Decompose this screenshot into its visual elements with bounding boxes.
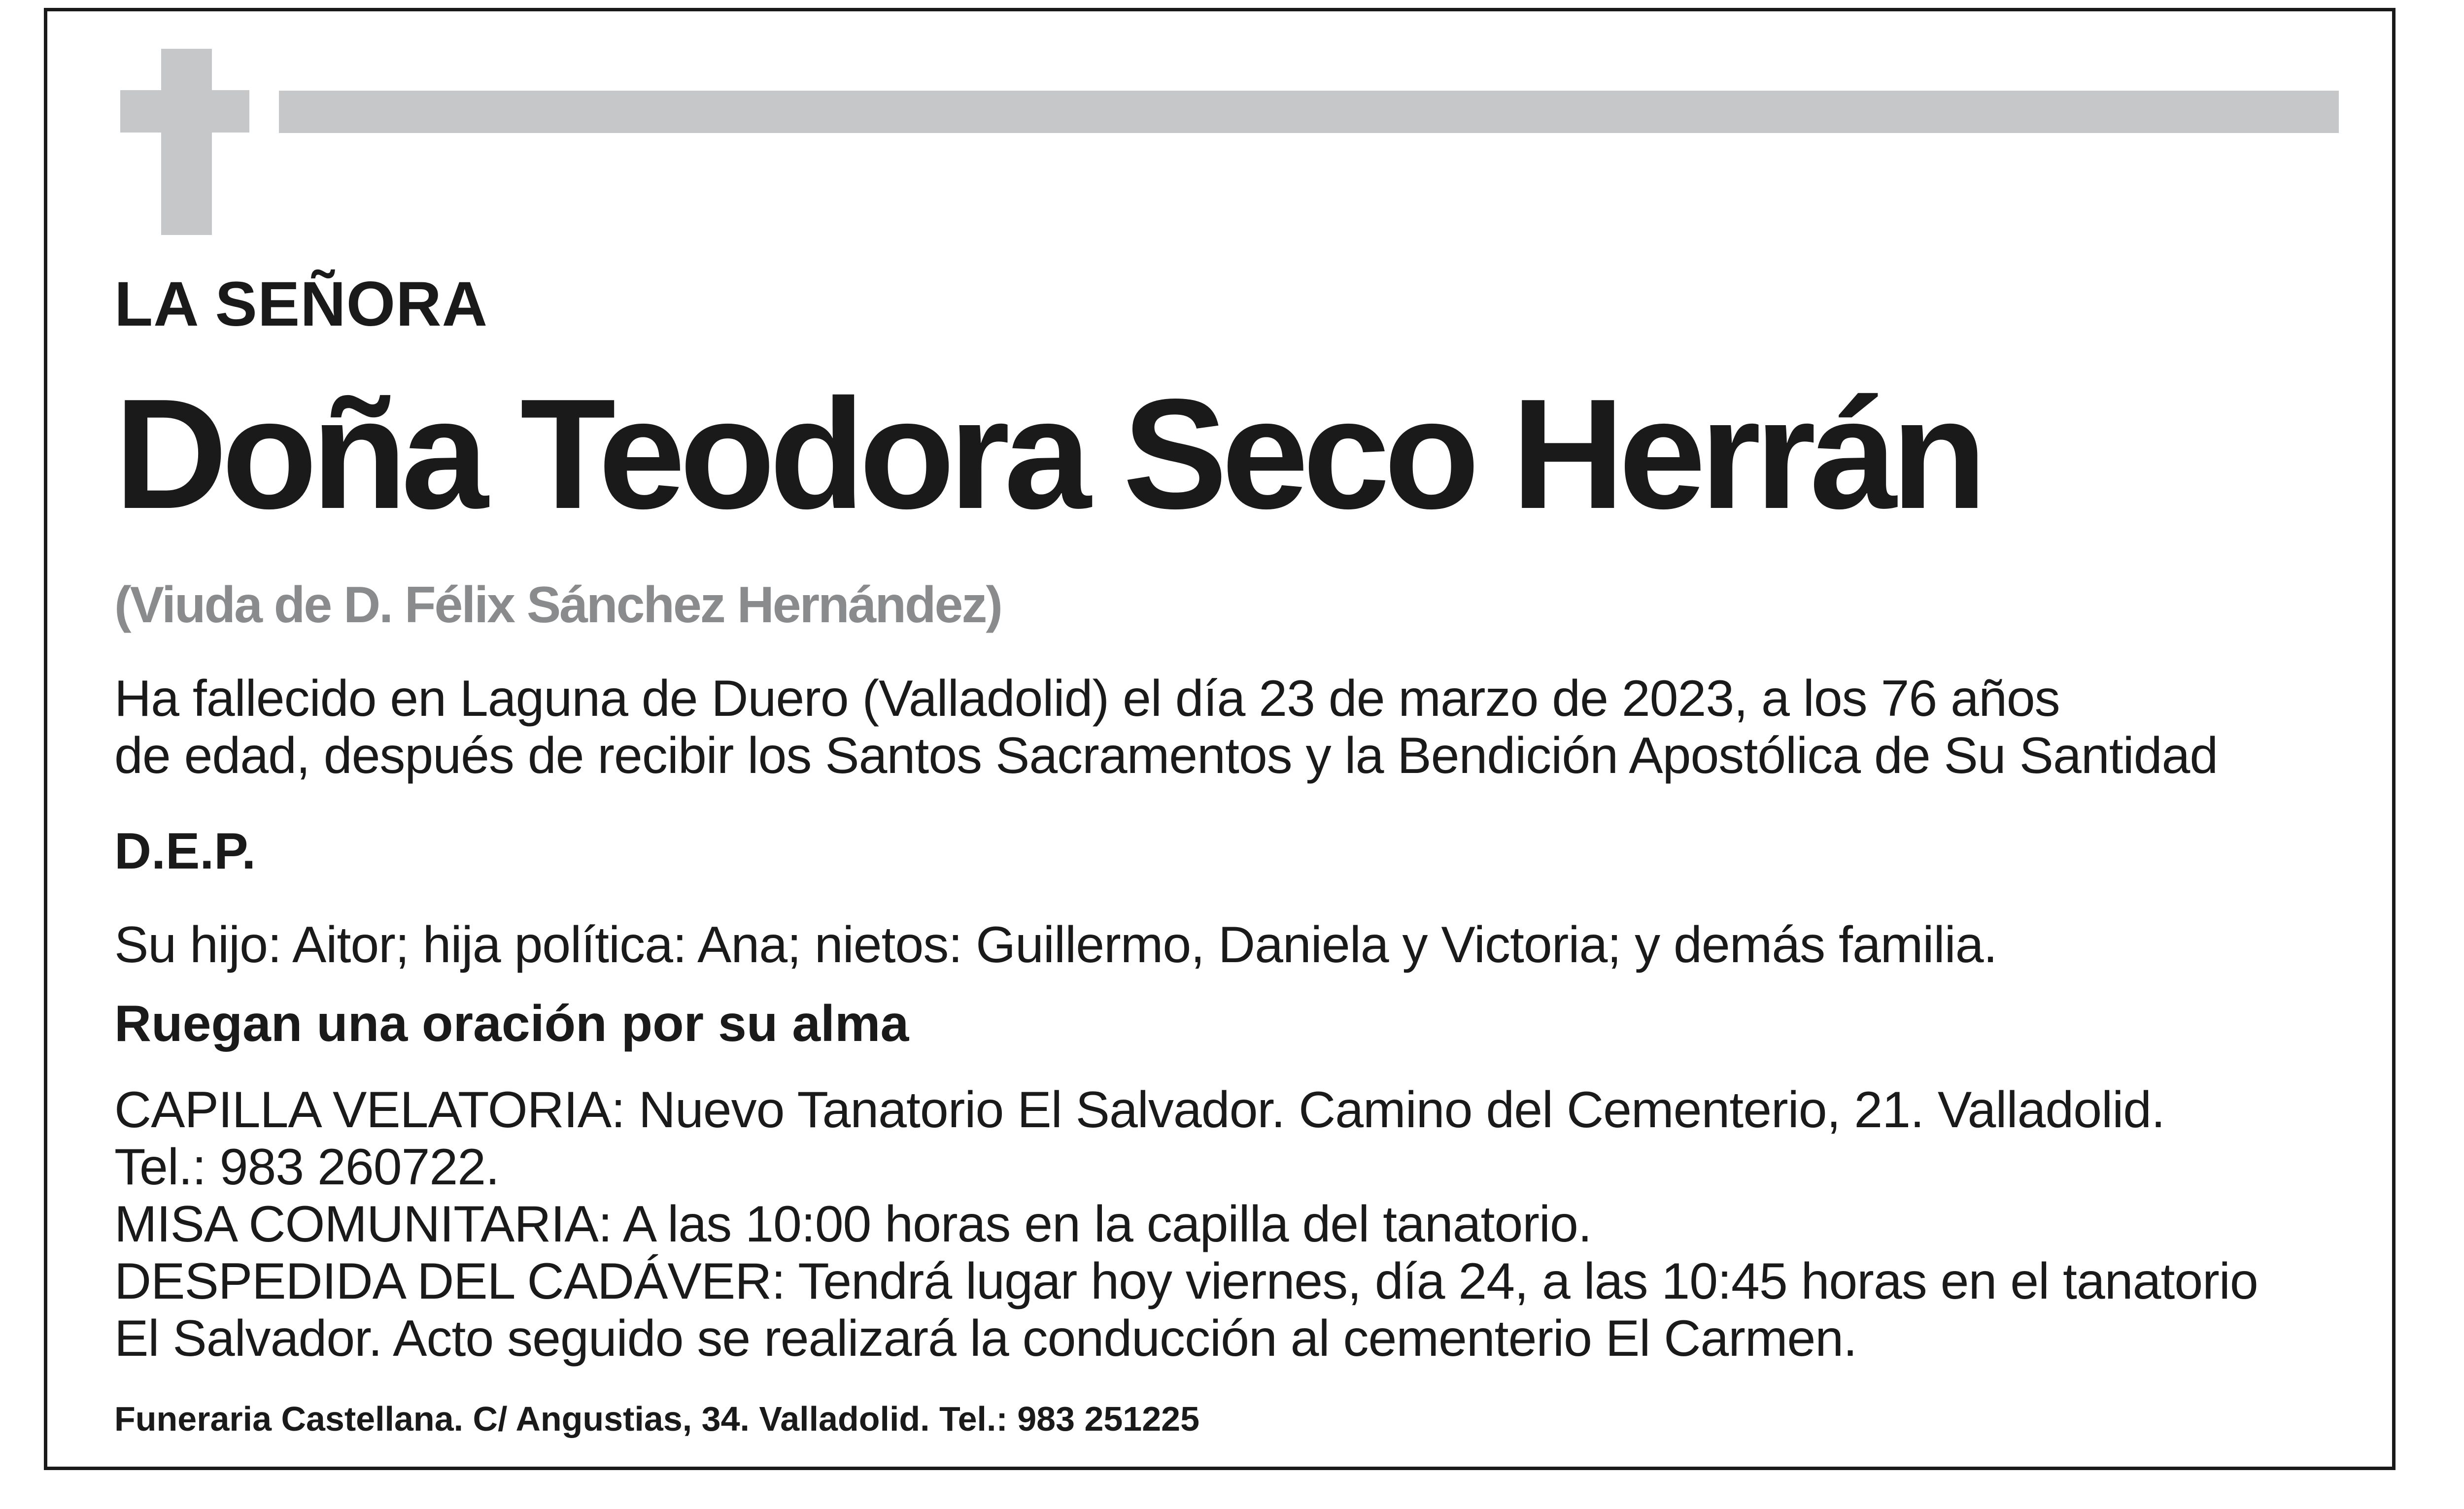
cross-icon-horizontal (120, 90, 249, 133)
death-announcement (114, 670, 2218, 784)
death-announcement-line-2: de edad, después de recibir los Santos Sacramentos y la Bendición Apostólica de Su Santidad (114, 727, 2218, 784)
service-details-line-5: El Salvador. Acto seguido se realizará la conducción al cementerio El Carmen. (114, 1310, 1857, 1367)
service-details-line-4: DESPEDIDA DEL CADÁVER: Tendrá lugar hoy viernes, día 24, a las 10:45 horas en el tanatorio (114, 1253, 2258, 1310)
header-rule (279, 91, 2339, 133)
honorific-title: LA SEÑORA (114, 269, 488, 339)
deceased-name: Doña Teodora Seco Herrán (114, 367, 1982, 541)
service-details-line-2: Tel.: 983 260722. (114, 1139, 499, 1196)
service-details (114, 1081, 2258, 1367)
service-details-line-1: CAPILLA VELATORIA: Nuevo Tanatorio El Salvador. Camino del Cementerio, 21. Valladolid. (114, 1081, 2165, 1139)
death-announcement-line-1: Ha fallecido en Laguna de Duero (Valladolid) el día 23 de marzo de 2023, a los 76 años (114, 670, 2060, 727)
family-line: Su hijo: Aitor; hija política: Ana; nietos: Guillermo, Daniela y Victoria; y demás familia. (114, 916, 1997, 973)
prayer-request: Ruegan una oración por su alma (114, 995, 909, 1052)
funeral-home-footer: Funeraria Castellana. C/ Angustias, 34. Valladolid. Tel.: 983 251225 (114, 1400, 1200, 1438)
cross-icon-vertical (161, 49, 212, 235)
service-details-line-3: MISA COMUNITARIA: A las 10:00 horas en la capilla del tanatorio. (114, 1196, 1592, 1253)
rest-in-peace: D.E.P. (114, 823, 256, 880)
widow-of-line: (Viuda de D. Félix Sánchez Hernández) (114, 576, 1001, 634)
